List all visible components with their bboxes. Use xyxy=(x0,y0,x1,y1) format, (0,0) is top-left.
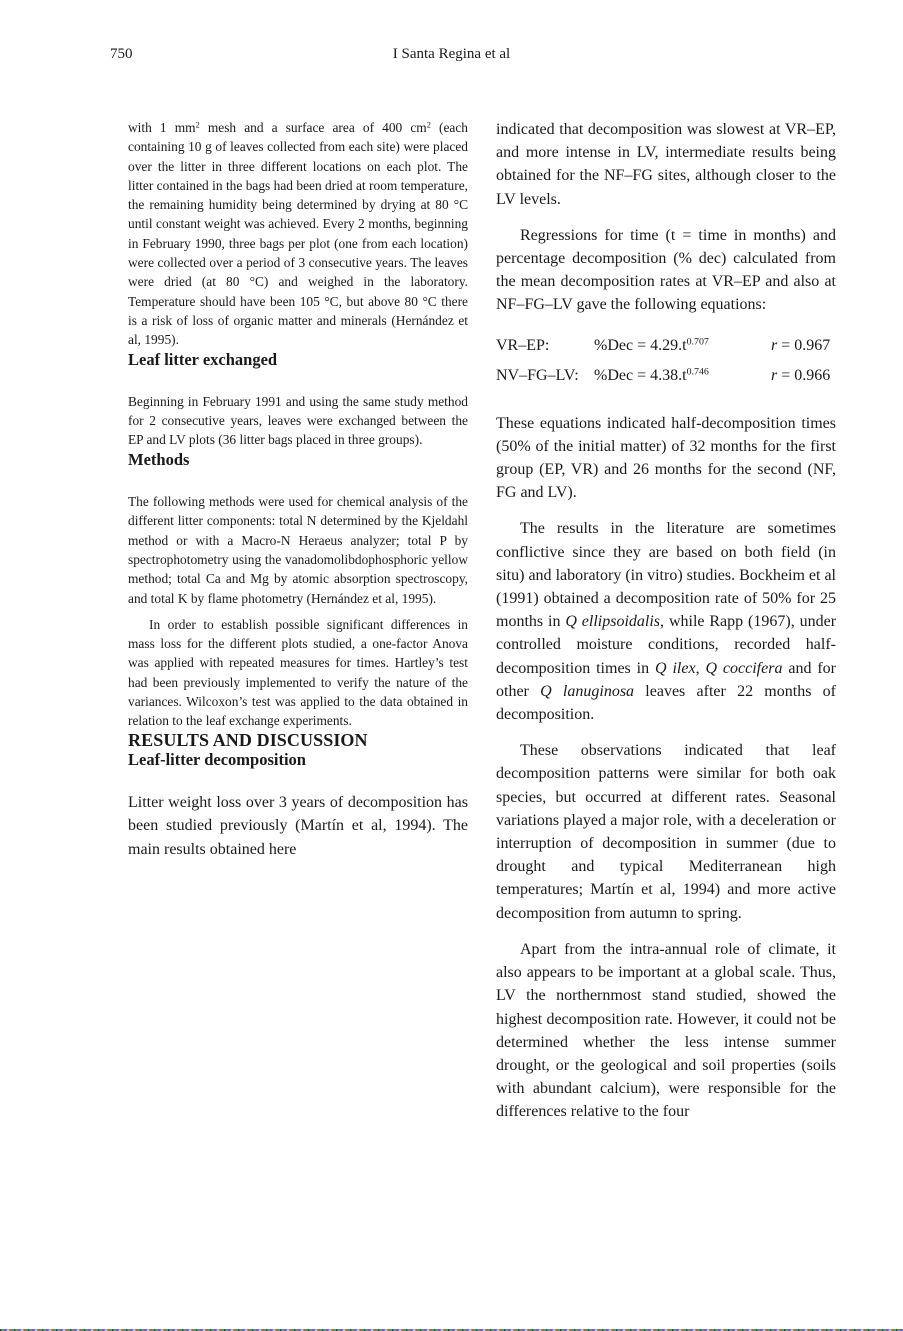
paragraph-decomposition-results: indicated that decomposition was slowest at VR–EP, and more intense in LV, intermediate results being obtained for the NF–FG sites, although closer to the LV levels. xyxy=(496,121,836,208)
heading-methods: Methods xyxy=(128,449,190,469)
paragraph-global-scale: Apart from the intra-annual role of climate, it also appears to be important at a global scale. Thus, LV the northernmost stand studied, showed the highest decomposition rate. However, it could not be determined whether the less intense summer drought, or the geological and soil properties (soils with abundant calcium), were responsible for the differences relative to the four xyxy=(496,940,836,1121)
text-run: , xyxy=(695,659,706,677)
r-value: = 0.967 xyxy=(777,336,831,354)
equation-exponent: 0.707 xyxy=(686,336,709,348)
running-head: I Santa Regina et al xyxy=(392,46,511,62)
paragraph-regressions: Regressions for time (t = time in months) and percentage decomposition (% dec) calculated from the mean decomposition rates at VR–EP and also at NF–FG–LV gave the following equations: xyxy=(496,226,836,314)
text-run: (each containing 10 g of leaves collected from each site) were placed over the litter in three different locations on each plot. The litter contained in the bags had been dried at room temperature, the remaining humidity being determined by drying at 80 °C until constant weight was achieved. Every 2 months, beginning in February 1990, three bags per plot (one from each location) were collected over a period of 3 consecutive years. The leaves were dried (at 80 °C) and weighed in the laboratory. Temperature should have been 105 °C, but above 80 °C there is a risk of loss of organic matter and minerals (Hernández et al, 1995). xyxy=(128,120,468,348)
equation-block xyxy=(496,334,836,394)
equation-correlation xyxy=(771,334,830,357)
paragraph-seasonal-patterns: These observations indicated that leaf decomposition patterns were similar for both oak species, but occurred at different rates. Seasonal variations played a major role, with a deceleration or interruption of decomposition in summer (due to drought and typical Mediterranean high temperatures; Martín et al, 1994) and more active decomposition from autumn to spring. xyxy=(496,742,836,922)
paragraph-half-decomposition: These equations indicated half-decomposition times (50% of the initial matter) of 32 months for the first group (EP, VR) and 26 months for the second (NF, FG and LV). xyxy=(496,414,836,502)
equation-correlation xyxy=(771,364,830,387)
paragraph-litterbag-setup xyxy=(128,118,468,350)
species-name: Q coccifera xyxy=(705,659,783,677)
paragraph-literature xyxy=(496,517,836,726)
heading-leaf-litter-decomposition: Leaf-litter decomposition xyxy=(128,749,306,769)
equation-lhs: %Dec = 4.29.t xyxy=(594,336,687,354)
equation-vr-ep xyxy=(496,334,836,364)
paragraph-chemical-methods: The following methods were used for chemical analysis of the different litter components: total N determined by the Kjeldahl method or with a Macro-N Heraeus analyzer; total P by spectrophotometry using the vanadomolibdophosphoric yellow method; total Ca and Mg by atomic absorption spectroscopy, and total K by flame photometry (Hernández et al, 1995). xyxy=(128,494,468,606)
equation-formula xyxy=(594,364,771,387)
r-value: = 0.966 xyxy=(777,366,831,384)
equation-label: NV–FG–LV: xyxy=(496,366,579,384)
superscript: 2 xyxy=(426,120,431,130)
heading-results-discussion: RESULTS AND DISCUSSION xyxy=(128,729,368,750)
equation-nv-fg-lv xyxy=(496,364,836,394)
text-run: mesh and a surface area of 400 cm xyxy=(199,120,427,135)
text-run: The results in the literature are sometimes conflictive since they are based on both field (in situ) and laboratory (in vitro) studies. Bockheim et al (1991) obtained a decomposition rate of 50% for 25 months in xyxy=(496,520,836,631)
r-symbol: r xyxy=(771,336,778,354)
superscript: 2 xyxy=(195,120,200,130)
paragraph-statistics: In order to establish possible significant differences in mass loss for the different plots studied, a one-factor Anova was applied with repeated measures for times. Hartley’s test had been previously implemented to verify the nature of the variances. Wilcoxon’s test was applied to the data obtained in relation to the leaf exchange experiments. xyxy=(128,616,468,729)
r-symbol: r xyxy=(771,366,778,384)
text-run: leaves after 22 months of decomposition. xyxy=(496,682,837,724)
text-run: , while Rapp (1967), under controlled moisture conditions, recorded half-decomposition times in xyxy=(496,613,837,677)
equation-formula xyxy=(594,334,771,357)
equation-label: VR–EP: xyxy=(496,336,550,354)
equation-lhs: %Dec = 4.38.t xyxy=(594,366,687,384)
heading-leaf-litter-exchanged: Leaf litter exchanged xyxy=(128,349,278,369)
text-run: and for other xyxy=(496,659,837,700)
equation-exponent: 0.746 xyxy=(686,366,709,378)
species-name: Q lanuginosa xyxy=(540,682,635,700)
right-column xyxy=(496,118,836,1124)
paragraph-leaf-exchange: Beginning in February 1991 and using the same study method for 2 consecutive years, leaves were exchanged between the EP and LV plots (36 litter bags placed in three groups). xyxy=(128,393,468,448)
species-name: Q ellipsoidalis xyxy=(565,613,661,631)
left-column xyxy=(128,118,468,861)
paragraph-weight-loss: Litter weight loss over 3 years of decomposition has been studied previously (Martín et al, 1994). The main results obtained here xyxy=(128,794,468,858)
page-number: 750 xyxy=(110,46,133,62)
species-name: Q ilex xyxy=(655,659,696,677)
text-run: with 1 mm xyxy=(128,120,196,135)
